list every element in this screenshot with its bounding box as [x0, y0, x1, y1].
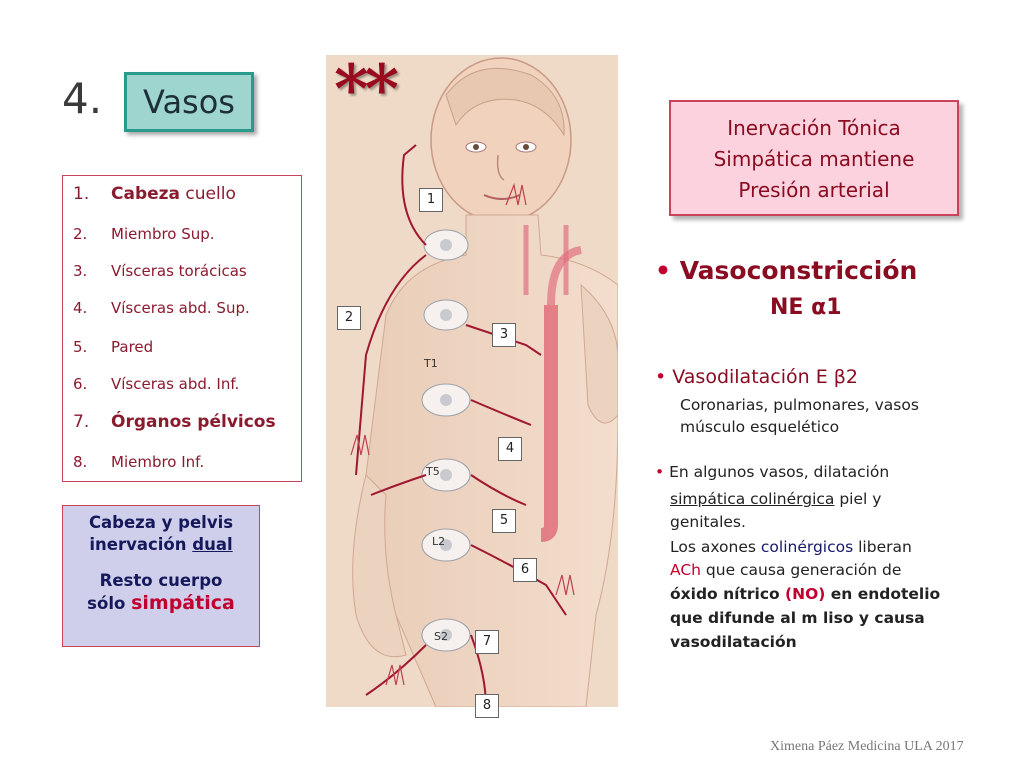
tonic-line3: Presión arterial	[738, 178, 890, 202]
illustration-label-8: 8	[475, 694, 499, 718]
cholinergic-line-1: • En algunos vasos, dilatación	[655, 463, 890, 481]
tonic-line1: Inervación Tónica	[727, 116, 901, 140]
list-item: 3. Vísceras torácicas	[73, 262, 247, 280]
cholinergic-line-2: simpática colinérgica piel y	[670, 490, 882, 508]
emphasis-stars: **	[334, 50, 396, 128]
footer-credit: Ximena Páez Medicina ULA 2017	[770, 739, 964, 754]
illustration-label-1: 1	[419, 188, 443, 212]
cholinergic-line-4: Los axones colinérgicos liberan	[670, 538, 912, 556]
slide-number: 4.	[62, 74, 103, 123]
region-list	[62, 175, 302, 482]
cholinergic-line-8: vasodilatación	[670, 633, 797, 651]
list-item: 4. Vísceras abd. Sup.	[73, 299, 250, 317]
illustration-label-3: 3	[492, 323, 516, 347]
tonic-innervation-box	[669, 100, 959, 216]
illustration-label-5: 5	[492, 509, 516, 533]
list-item: 7. Órganos pélvicos	[73, 412, 276, 432]
list-item: 8. Miembro Inf.	[73, 453, 205, 471]
list-item: 1. Cabeza cuello	[73, 184, 236, 204]
illustration-label-4: 4	[498, 437, 522, 461]
cholinergic-line-7: que difunde al m liso y causa	[670, 609, 925, 627]
section-title-box: Vasos	[124, 72, 254, 132]
vertebra-label-t1: T1	[424, 357, 438, 370]
cholinergic-line-5: ACh que causa generación de	[670, 561, 902, 579]
ne-alpha1-label: NE α1	[770, 295, 842, 320]
vertebra-label-s2: S2	[434, 630, 448, 643]
vasodilation-detail-1: Coronarias, pulmonares, vasos	[680, 396, 919, 414]
dual-line4: sólo simpática	[87, 592, 235, 614]
tonic-line2: Simpática mantiene	[713, 147, 915, 171]
list-item: 5. Pared	[73, 338, 154, 356]
dual-line1: Cabeza y pelvis	[88, 513, 234, 532]
dual-line3: Resto cuerpo	[99, 571, 223, 590]
illustration-label-7: 7	[475, 630, 499, 654]
vasoconstriction-heading: • Vasoconstricción	[655, 256, 918, 285]
cholinergic-line-6: óxido nítrico (NO) en endotelio	[670, 585, 941, 603]
dual-innervation-box	[62, 505, 260, 647]
sympathetic-vessels-illustration	[326, 55, 618, 707]
dual-line2: inervación dual	[89, 535, 233, 554]
list-item: 6. Vísceras abd. Inf.	[73, 375, 240, 393]
vasodilation-heading: • Vasodilatación E β2	[655, 366, 858, 388]
vertebra-label-l2: L2	[432, 535, 446, 548]
list-item: 2. Miembro Sup.	[73, 225, 215, 243]
vertebra-label-t5: T5	[426, 465, 440, 478]
illustration-label-2: 2	[337, 306, 361, 330]
vasodilation-detail-2: músculo esquelético	[680, 418, 840, 436]
illustration-label-6: 6	[513, 558, 537, 582]
cholinergic-line-3: genitales.	[670, 513, 746, 531]
